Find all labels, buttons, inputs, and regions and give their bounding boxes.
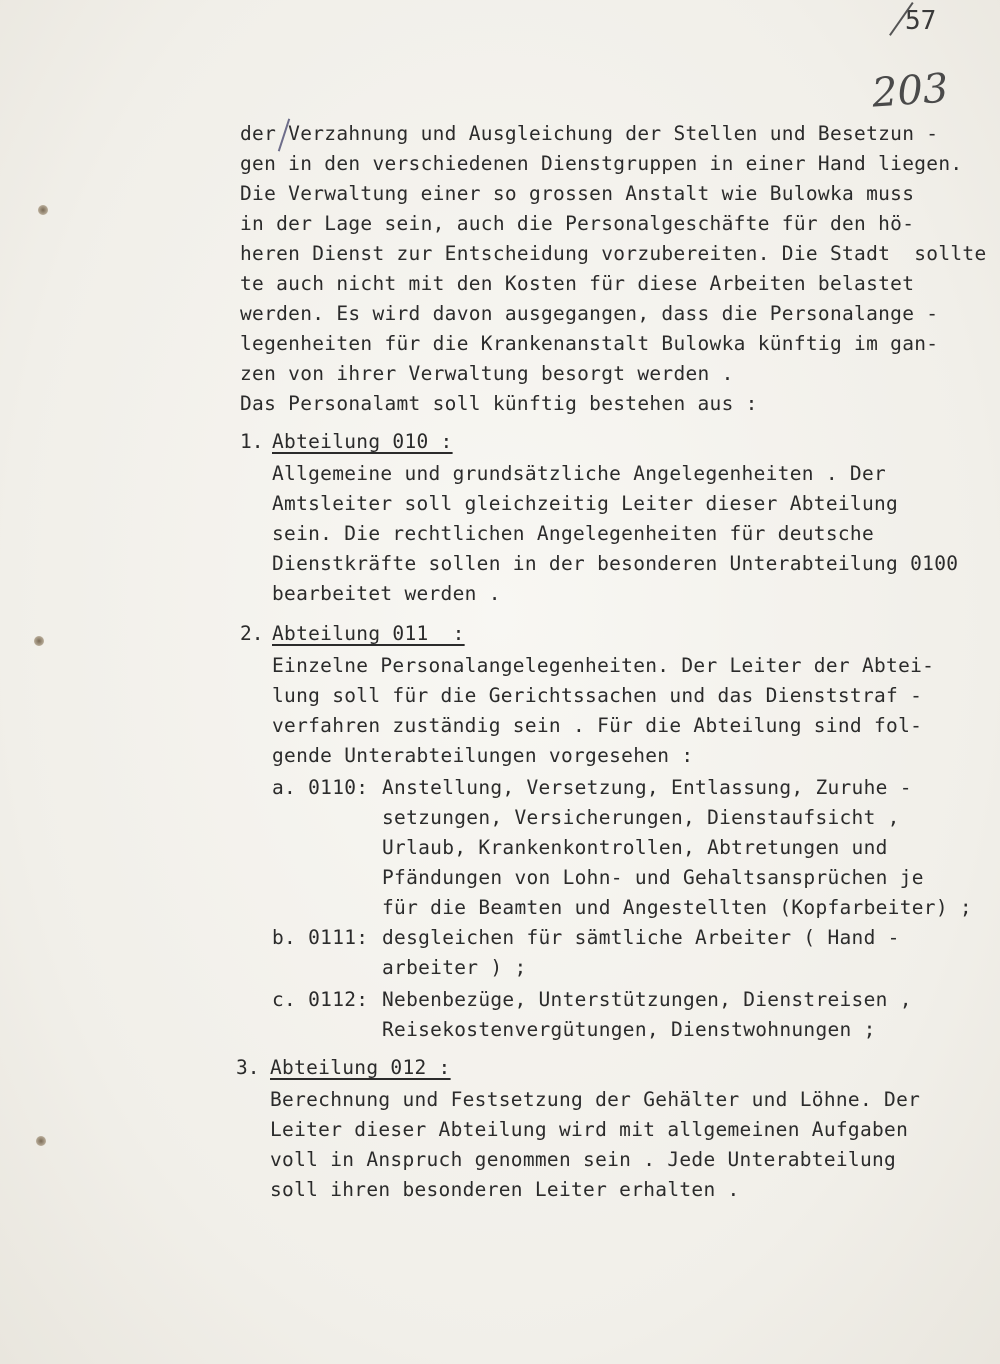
section-heading-text: Abteilung 011 : bbox=[272, 622, 465, 645]
subitem-label: b. 0111: bbox=[272, 926, 369, 949]
section-line: Allgemeine und grundsätzliche Angelegenheiten . Der bbox=[272, 462, 887, 485]
subitem-line: Pfändungen von Lohn- und Gehaltsansprüchen je bbox=[382, 866, 924, 889]
section-heading bbox=[272, 430, 453, 454]
intro-line: heren Dienst zur Entscheidung vorzubereiten. Die Stadt sollte bbox=[240, 242, 987, 265]
intro-line: gen in den verschiedenen Dienstgruppen in einer Hand liegen. bbox=[240, 152, 963, 175]
section-number: 2. bbox=[240, 622, 264, 645]
section-line: Berechnung und Festsetzung der Gehälter und Löhne. Der bbox=[270, 1088, 921, 1111]
subitem-line: Anstellung, Versetzung, Entlassung, Zuruhe - bbox=[382, 776, 912, 799]
punch-hole-mark bbox=[38, 205, 48, 215]
page-number: 57 bbox=[905, 6, 937, 36]
section-number: 3. bbox=[236, 1056, 260, 1079]
section-line: verfahren zuständig sein . Für die Abteilung sind fol- bbox=[272, 714, 923, 737]
subitem-line: Nebenbezüge, Unterstützungen, Dienstreisen , bbox=[382, 988, 912, 1011]
section-heading bbox=[272, 622, 465, 646]
section-line: Dienstkräfte sollen in der besonderen Unterabteilung 0100 bbox=[272, 552, 959, 575]
subitem-line: für die Beamten und Angestellten (Kopfarbeiter) ; bbox=[382, 896, 972, 919]
subitem-label: a. 0110: bbox=[272, 776, 369, 799]
handwritten-folio-number: 203 bbox=[870, 65, 950, 117]
section-number: 1. bbox=[240, 430, 264, 453]
subitem-line: setzungen, Versicherungen, Dienstaufsicht , bbox=[382, 806, 900, 829]
intro-line: werden. Es wird davon ausgegangen, dass die Personalange - bbox=[240, 302, 939, 325]
section-line: Leiter dieser Abteilung wird mit allgemeinen Aufgaben bbox=[270, 1118, 909, 1141]
section-line: Amtsleiter soll gleichzeitig Leiter dieser Abteilung bbox=[272, 492, 899, 515]
subitem-line: Urlaub, Krankenkontrollen, Abtretungen und bbox=[382, 836, 888, 859]
section-line: lung soll für die Gerichtssachen und das Dienststraf - bbox=[272, 684, 923, 707]
section-line: Einzelne Personalangelegenheiten. Der Leiter der Abtei- bbox=[272, 654, 935, 677]
subitem-label: c. 0112: bbox=[272, 988, 369, 1011]
section-heading-text: Abteilung 012 : bbox=[270, 1056, 451, 1079]
section-heading-text: Abteilung 010 : bbox=[272, 430, 453, 453]
section-line: voll in Anspruch genommen sein . Jede Unterabteilung bbox=[270, 1148, 897, 1171]
intro-line: te auch nicht mit den Kosten für diese Arbeiten belastet bbox=[240, 272, 915, 295]
intro-line: Die Verwaltung einer so grossen Anstalt wie Bulowka muss bbox=[240, 182, 915, 205]
section-line: soll ihren besonderen Leiter erhalten . bbox=[270, 1178, 740, 1201]
section-heading bbox=[270, 1056, 451, 1080]
intro-line: in der Lage sein, auch die Personalgeschäfte für den hö- bbox=[240, 212, 915, 235]
section-line: sein. Die rechtlichen Angelegenheiten für deutsche bbox=[272, 522, 874, 545]
intro-line: legenheiten für die Krankenanstalt Bulowka künftig im gan- bbox=[240, 332, 939, 355]
intro-line: der Verzahnung und Ausgleichung der Stellen und Besetzun - bbox=[240, 122, 939, 145]
subitem-line: desgleichen für sämtliche Arbeiter ( Hand - bbox=[382, 926, 900, 949]
section-line: bearbeitet werden . bbox=[272, 582, 501, 605]
punch-hole-mark bbox=[36, 1136, 46, 1146]
intro-line: zen von ihrer Verwaltung besorgt werden . bbox=[240, 362, 734, 385]
subitem-line: arbeiter ) ; bbox=[382, 956, 527, 979]
section-line: gende Unterabteilungen vorgesehen : bbox=[272, 744, 694, 767]
punch-hole-mark bbox=[34, 636, 44, 646]
intro-line: Das Personalamt soll künftig bestehen aus : bbox=[240, 392, 758, 415]
subitem-line: Reisekostenvergütungen, Dienstwohnungen ; bbox=[382, 1018, 876, 1041]
